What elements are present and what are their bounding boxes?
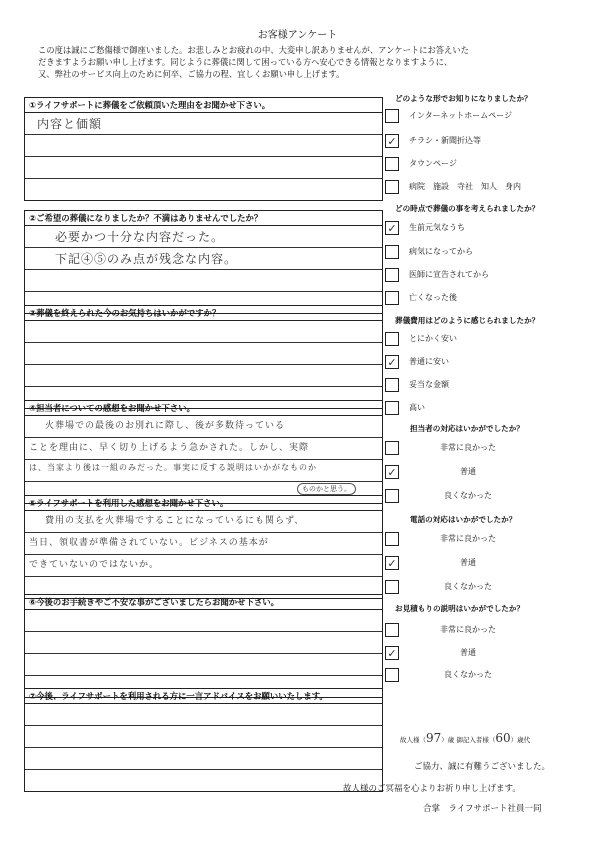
answer-line[interactable] <box>25 270 382 292</box>
checkbox[interactable] <box>385 580 399 594</box>
writer-age-value[interactable]: 60 <box>495 731 511 745</box>
option-row[interactable] <box>385 532 565 549</box>
section-label: ①ライフサポートに葬儀をご依頼頂いた理由をお聞かせ下さい。 <box>25 98 382 113</box>
option-label: 亡くなった後 <box>409 293 457 302</box>
handwritten-answer: 費用の支払を火葬場ですることになっているにも関らず、 <box>45 516 305 526</box>
checkbox[interactable] <box>385 401 399 415</box>
checkbox[interactable] <box>385 332 399 346</box>
answer-line[interactable] <box>25 416 382 438</box>
answer-line[interactable] <box>25 113 382 135</box>
section-5 <box>24 495 383 599</box>
writer-age-suffix: ）歳代 <box>510 736 531 744</box>
option-label: 普通 <box>460 558 476 567</box>
answer-line[interactable] <box>25 533 382 555</box>
option-row[interactable] <box>385 291 565 308</box>
option-label: 非常に良かった <box>440 443 496 452</box>
section-label: ⑥今後のお手続きやご不安な事がございましたらお聞かせ下さい。 <box>25 595 382 610</box>
option-row[interactable] <box>385 441 565 458</box>
option-label: 良くなかった <box>444 670 492 679</box>
checkbox[interactable] <box>385 441 399 455</box>
checkbox[interactable] <box>385 623 399 637</box>
deceased-age-prefix: 故人様（ <box>400 736 426 744</box>
answer-line[interactable] <box>25 770 382 791</box>
question-cost: 葬儀費用はどのように感じられましたか？ <box>395 316 540 325</box>
intro-line: この度は誠にご愁傷様で御座いました。お悲しみとお疲れの中、大変申し訳ありませんが、アンケートにお答えいた <box>38 45 469 55</box>
checkbox[interactable] <box>385 245 399 259</box>
answer-line[interactable] <box>25 321 382 343</box>
option-row[interactable] <box>385 623 565 640</box>
option-label: 普通 <box>460 648 476 657</box>
age-line <box>400 731 530 745</box>
answer-line[interactable] <box>25 511 382 533</box>
deceased-age-value[interactable]: 97 <box>426 731 442 745</box>
answer-line[interactable] <box>25 226 382 248</box>
checkbox-checked[interactable]: ✓ <box>385 221 399 235</box>
checkbox-checked[interactable]: ✓ <box>385 134 399 148</box>
section-6 <box>24 594 383 698</box>
checkbox[interactable] <box>385 378 399 392</box>
option-label: 非常に良かった <box>440 534 496 543</box>
checkbox[interactable] <box>385 532 399 546</box>
option-label: 病院 施設 寺社 知人 身内 <box>409 182 521 191</box>
answer-line[interactable] <box>25 157 382 179</box>
answer-line[interactable] <box>25 343 382 365</box>
option-row[interactable] <box>385 109 565 126</box>
checkbox[interactable] <box>385 668 399 682</box>
answer-line[interactable] <box>25 555 382 577</box>
section-label: ②ご希望の葬儀になりましたか？不満はありませんでしたか？ <box>25 211 382 226</box>
writer-age-prefix: 御記入者様（ <box>456 736 496 744</box>
question-when-considered: どの時点で葬儀の事を考えられましたか？ <box>395 204 540 213</box>
checkbox[interactable] <box>385 291 399 305</box>
checkbox-checked[interactable]: ✓ <box>385 646 399 660</box>
option-row[interactable] <box>385 580 565 597</box>
option-label: チラシ・新聞折込等 <box>409 136 481 145</box>
handwritten-answer: 必要かつ十分な内容だった。 <box>55 230 225 244</box>
option-row[interactable] <box>385 556 565 573</box>
handwritten-answer: 当日、領収書が準備されていない。ビジネスの基本が <box>29 538 269 548</box>
prayer-text: 故人様のご冥福を心よりお祈り申し上げます。 <box>343 784 521 794</box>
answer-line[interactable] <box>25 365 382 387</box>
page-title: お客様アンケート <box>257 30 338 41</box>
option-row[interactable] <box>385 489 565 506</box>
handwritten-answer: 火葬場での最後のお別れに際し、後が多数待っている <box>45 421 286 431</box>
option-label: 普通 <box>460 467 476 476</box>
question-how-known: どのような形でお知りになりましたか？ <box>395 94 532 103</box>
section-3 <box>24 305 383 409</box>
checkbox-checked[interactable]: ✓ <box>385 556 399 570</box>
question-estimate: お見積もりの説明はいかがでしたか？ <box>395 604 525 613</box>
answer-line[interactable] <box>25 704 382 726</box>
answer-line[interactable] <box>25 179 382 200</box>
checkbox[interactable] <box>385 489 399 503</box>
option-row[interactable] <box>385 668 565 685</box>
handwritten-answer: 内容と価額 <box>37 117 103 131</box>
option-label: 生前元気なうち <box>409 223 465 232</box>
answer-line[interactable] <box>25 748 382 770</box>
option-label: 普通に安い <box>409 357 449 366</box>
option-row[interactable] <box>385 332 565 349</box>
section-label: ③葬儀を終えられた今のお気持ちはいかがですか？ <box>25 306 382 321</box>
handwritten-answer: は、当家より後は一組のみだった。事実に反する説明はいかがなものか <box>29 463 317 472</box>
answer-line[interactable] <box>25 654 382 676</box>
handwritten-answer: できていないのではないか。 <box>29 560 160 570</box>
option-label: 病気になってから <box>409 247 473 256</box>
section-label: ⑦今後、ライフサポートを利用される方に一言アドバイスをお願いいたします。 <box>25 689 382 704</box>
section-2 <box>24 210 383 314</box>
section-7 <box>24 688 383 792</box>
option-label: 良くなかった <box>444 491 492 500</box>
option-row[interactable] <box>385 465 565 482</box>
option-label: インターネットホームページ <box>409 111 513 120</box>
option-row[interactable] <box>385 646 565 663</box>
option-label: 妥当な金額 <box>409 380 449 389</box>
option-label: とにかく安い <box>409 334 457 343</box>
option-row[interactable] <box>385 268 565 285</box>
question-staff: 担当者の対応はいかがでしたか？ <box>410 424 524 433</box>
option-row[interactable] <box>385 378 565 395</box>
section-1 <box>24 97 383 201</box>
option-row[interactable] <box>385 245 565 262</box>
intro-line: 又、弊社のサービス向上のために何卒、ご協力の程、宜しくお願い申し上げます。 <box>38 69 345 79</box>
thanks-text: ご協力、誠に有難うございました。 <box>414 762 551 772</box>
option-label: タウンページ <box>409 159 457 168</box>
option-row[interactable] <box>385 134 565 151</box>
checkbox[interactable] <box>385 109 399 123</box>
handwritten-answer: 下記④⑤のみ点が残念な内容。 <box>55 252 238 266</box>
answer-line[interactable] <box>25 726 382 748</box>
handwritten-note: ものかと思う。 <box>297 483 356 495</box>
checkbox[interactable] <box>385 180 399 194</box>
option-label: 高い <box>409 403 425 412</box>
checkbox-checked[interactable]: ✓ <box>385 355 399 369</box>
option-label: 非常に良かった <box>440 625 496 634</box>
answer-line[interactable] <box>25 248 382 270</box>
section-label: ④担当者についての感想をお聞かせ下さい。 <box>25 401 382 416</box>
option-row[interactable] <box>385 355 565 372</box>
checkbox[interactable] <box>385 157 399 171</box>
answer-line[interactable] <box>25 135 382 157</box>
option-row[interactable] <box>385 180 565 197</box>
intro-text <box>38 44 568 80</box>
answer-line[interactable] <box>25 460 382 482</box>
option-row[interactable] <box>385 221 565 238</box>
option-row[interactable] <box>385 401 565 418</box>
section-label: ⑤ライフサポートを利用した感想をお聞かせ下さい。 <box>25 496 382 511</box>
answer-line[interactable] <box>25 610 382 632</box>
intro-line: だきますようお願い申し上げます。同じように葬儀に関して困っている方へ安心できる情報となりますように、 <box>38 57 453 67</box>
option-label: 医師に宣告されてから <box>409 270 489 279</box>
signature-text: 合掌 ライフサポート社員一同 <box>423 804 542 814</box>
option-row[interactable] <box>385 157 565 174</box>
handwritten-answer: ことを理由に、早く切り上げるよう急かされた。しかし、実際 <box>29 443 310 453</box>
answer-line[interactable] <box>25 438 382 460</box>
checkbox[interactable] <box>385 268 399 282</box>
question-phone: 電話の対応はいかがでしたか？ <box>410 515 517 524</box>
checkbox-checked[interactable]: ✓ <box>385 465 399 479</box>
option-label: 良くなかった <box>444 582 492 591</box>
deceased-age-suffix: ）歳 <box>441 736 455 744</box>
answer-line[interactable] <box>25 632 382 654</box>
